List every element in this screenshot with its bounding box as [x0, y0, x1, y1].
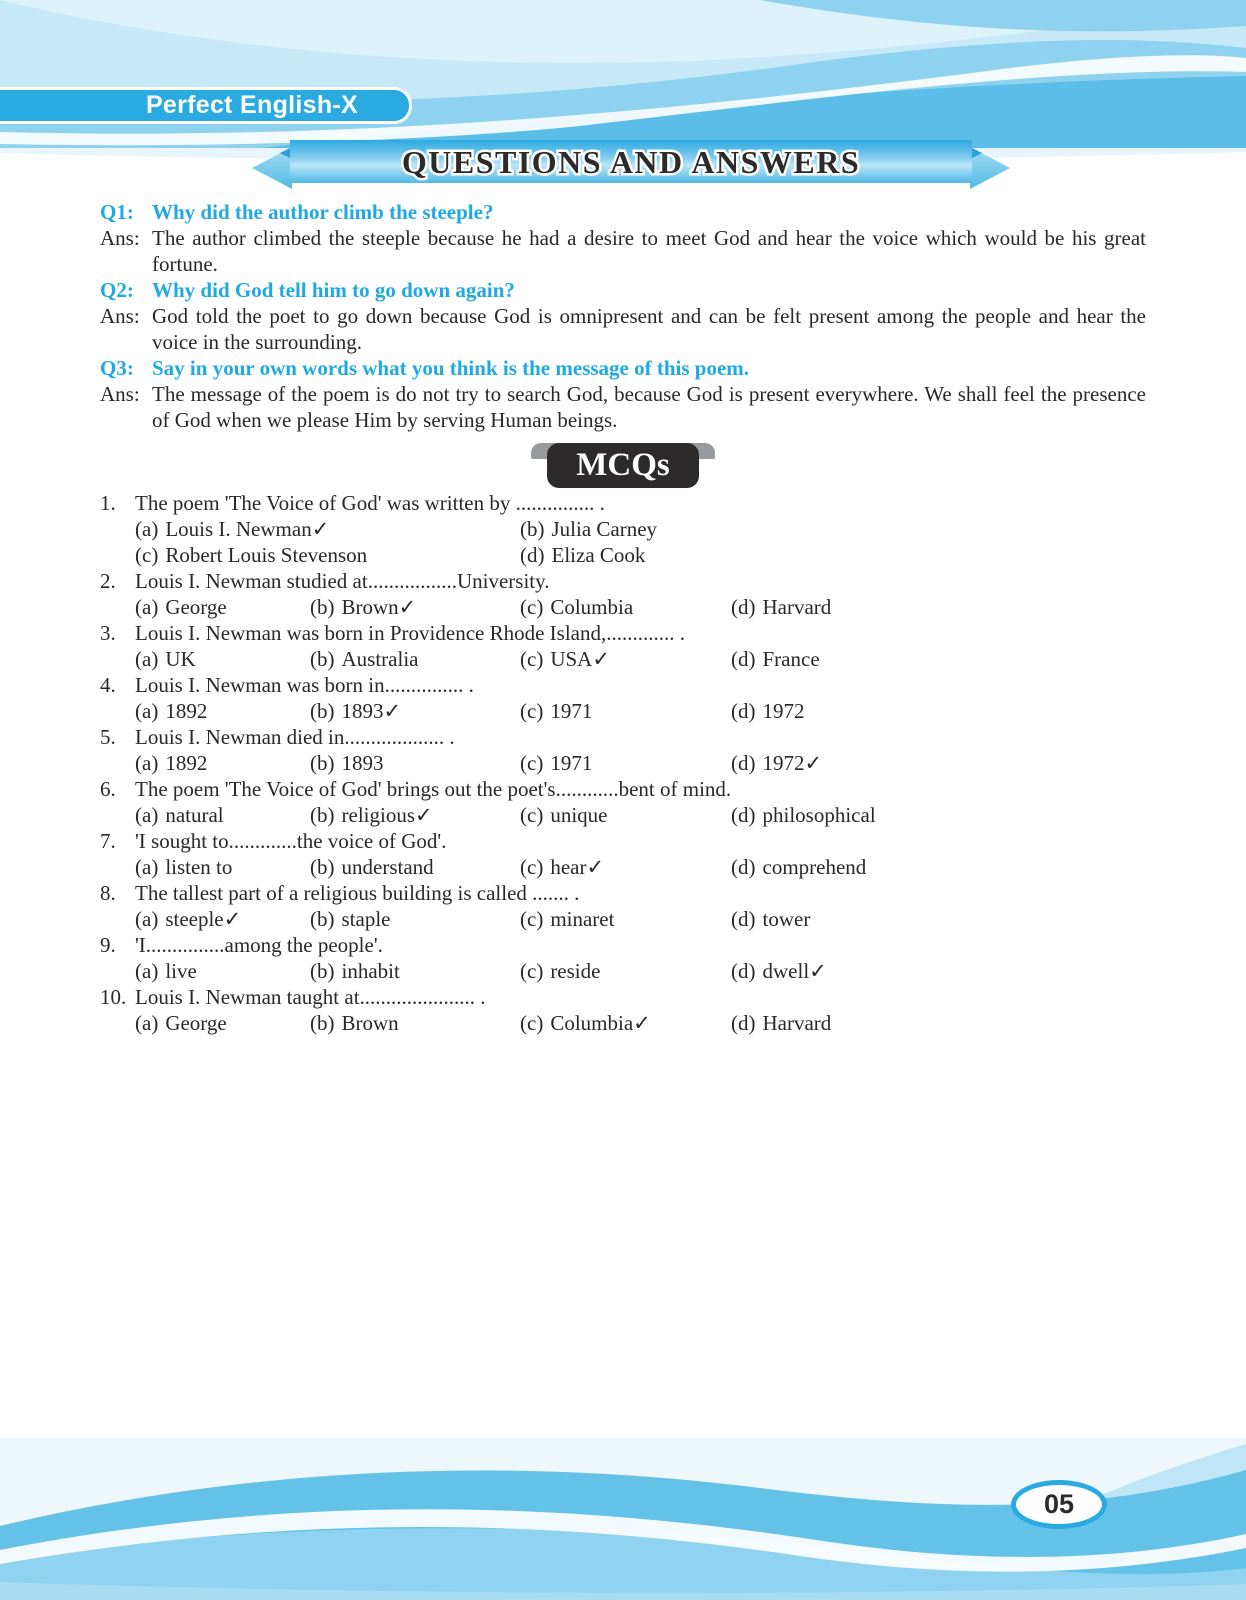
mcq-option: [520, 802, 731, 828]
mcqs-title: MCQs: [547, 443, 699, 488]
option-label: (b): [310, 1011, 335, 1035]
mcq-item: [100, 828, 1146, 880]
mcq-number: 1.: [100, 491, 116, 515]
option-label: (b): [310, 595, 335, 619]
mcq-options: [135, 516, 1146, 568]
option-label: (d): [731, 855, 756, 879]
option-text: Julia Carney: [551, 517, 658, 541]
mcq-options: [135, 1010, 1146, 1036]
option-label: (c): [520, 855, 544, 879]
mcq-option: [135, 906, 310, 932]
option-text: inhabit: [341, 959, 400, 983]
option-text: 1893: [341, 699, 384, 723]
option-label: (c): [520, 1011, 544, 1035]
option-label: (d): [520, 543, 545, 567]
mcq-number: 6.: [100, 777, 116, 801]
option-text: 1972: [762, 751, 805, 775]
option-text: Harvard: [762, 1011, 832, 1035]
mcq-option: [520, 516, 1146, 542]
page-header: [0, 0, 1246, 196]
option-label: (a): [135, 699, 159, 723]
option-text: live: [165, 959, 197, 983]
mcqs-badge: [547, 443, 699, 488]
mcq-item: [100, 724, 1146, 776]
option-text: philosophical: [762, 803, 876, 827]
qa-answer-row: [100, 303, 1146, 355]
mcq-option: [135, 594, 310, 620]
mcq-question-text: 'I sought to.............the voice of God'.: [135, 829, 447, 853]
mcq-option: [135, 542, 520, 568]
question-text: Why did the author climb the steeple?: [152, 200, 494, 224]
option-label: (d): [731, 751, 756, 775]
mcq-option: [520, 854, 731, 880]
option-label: (a): [135, 959, 159, 983]
mcq-option: [310, 698, 520, 724]
question-label: Q3:: [100, 356, 134, 380]
mcq-option: [135, 854, 310, 880]
option-label: (b): [310, 803, 335, 827]
option-text: Brown: [341, 595, 399, 619]
mcq-number: 8.: [100, 881, 116, 905]
page-number-badge: [1011, 1480, 1107, 1529]
option-text: staple: [341, 907, 391, 931]
mcq-question-row: [100, 724, 1146, 750]
option-text: 1893: [341, 751, 384, 775]
qa-answer-row: [100, 381, 1146, 433]
option-label: (a): [135, 517, 159, 541]
option-label: (a): [135, 803, 159, 827]
mcq-option: [520, 750, 731, 776]
answer-label: Ans:: [100, 226, 140, 250]
option-text: tower: [762, 907, 811, 931]
checkmark-icon: ✓: [311, 517, 330, 541]
page-number: 05: [1043, 1489, 1075, 1519]
qa-question-row: [100, 355, 1146, 381]
option-label: (d): [731, 647, 756, 671]
option-text: USA: [550, 647, 593, 671]
question-label: Q2:: [100, 278, 134, 302]
option-text: 1971: [550, 751, 593, 775]
mcq-option: [731, 1010, 1146, 1036]
mcq-question-text: The poem 'The Voice of God' was written by ............... .: [135, 491, 605, 515]
mcq-question-text: Louis I. Newman studied at.................University.: [135, 569, 550, 593]
mcq-option: [310, 958, 520, 984]
answer-text: God told the poet to go down because God is omnipresent and can be felt present among the people and hear the voice in the surrounding.: [152, 304, 1146, 354]
mcq-question-row: [100, 672, 1146, 698]
mcq-options: [135, 750, 1146, 776]
option-text: minaret: [550, 907, 615, 931]
mcq-option: [731, 802, 1146, 828]
mcq-number: 5.: [100, 725, 116, 749]
mcq-option: [310, 906, 520, 932]
mcq-question-row: [100, 620, 1146, 646]
mcq-item: [100, 620, 1146, 672]
option-text: Eliza Cook: [551, 543, 646, 567]
mcq-option: [731, 906, 1146, 932]
checkmark-icon: ✓: [415, 803, 433, 827]
brand-badge: [0, 87, 412, 124]
option-text: listen to: [165, 855, 233, 879]
option-text: comprehend: [762, 855, 867, 879]
mcq-item: [100, 776, 1146, 828]
option-text: Australia: [341, 647, 419, 671]
checkmark-icon: ✓: [804, 751, 823, 775]
mcq-question-text: Louis I. Newman was born in Providence Rhode Island,............. .: [135, 621, 685, 645]
option-text: steeple: [165, 907, 224, 931]
option-label: (c): [135, 543, 159, 567]
mcq-question-row: [100, 984, 1146, 1010]
mcq-options: [135, 802, 1146, 828]
option-text: Harvard: [762, 595, 832, 619]
question-label: Q1:: [100, 200, 134, 224]
mcq-option: [135, 750, 310, 776]
option-label: (c): [520, 803, 544, 827]
mcq-item: [100, 568, 1146, 620]
mcq-number: 4.: [100, 673, 116, 697]
option-text: George: [165, 595, 227, 619]
option-label: (c): [520, 699, 544, 723]
mcq-question-text: Louis I. Newman taught at...................... .: [135, 985, 486, 1009]
mcq-option: [310, 750, 520, 776]
mcq-item: [100, 932, 1146, 984]
mcq-option: [731, 646, 1146, 672]
mcq-number: 7.: [100, 829, 116, 853]
mcq-options: [135, 646, 1146, 672]
option-label: (d): [731, 907, 756, 931]
mcq-number: 10.: [100, 985, 127, 1009]
mcq-item: [100, 880, 1146, 932]
qa-question-row: [100, 277, 1146, 303]
mcq-number: 2.: [100, 569, 116, 593]
mcq-option: [135, 802, 310, 828]
mcq-option: [731, 750, 1146, 776]
mcq-options: [135, 958, 1146, 984]
mcq-option: [310, 646, 520, 672]
option-label: (b): [310, 855, 335, 879]
mcq-options: [135, 594, 1146, 620]
mcq-question-text: The tallest part of a religious building is called ....... .: [135, 881, 580, 905]
answer-text: The message of the poem is do not try to search God, because God is present everywhere. We shall feel the presence of God when we please Him by serving Human beings.: [152, 382, 1146, 432]
mcq-question-row: [100, 932, 1146, 958]
option-label: (b): [310, 907, 335, 931]
mcq-option: [520, 1010, 731, 1036]
answer-label: Ans:: [100, 304, 140, 328]
option-label: (d): [731, 803, 756, 827]
option-label: (b): [310, 959, 335, 983]
mcq-option: [731, 698, 1146, 724]
option-text: reside: [550, 959, 601, 983]
qa-question-row: [100, 199, 1146, 225]
option-text: 1971: [550, 699, 593, 723]
option-text: Columbia: [550, 1011, 634, 1035]
mcq-option: [310, 1010, 520, 1036]
mcq-option: [135, 958, 310, 984]
option-text: Robert Louis Stevenson: [165, 543, 368, 567]
question-text: Why did God tell him to go down again?: [152, 278, 515, 302]
option-label: (b): [310, 647, 335, 671]
mcq-question-row: [100, 776, 1146, 802]
mcq-question-text: Louis I. Newman was born in............... .: [135, 673, 474, 697]
option-text: Brown: [341, 1011, 399, 1035]
checkmark-icon: ✓: [586, 855, 605, 879]
mcq-option: [135, 698, 310, 724]
option-text: 1892: [165, 751, 208, 775]
mcq-option: [135, 646, 310, 672]
mcq-question-text: The poem 'The Voice of God' brings out the poet's............bent of mind.: [135, 777, 732, 801]
mcq-option: [310, 594, 520, 620]
option-label: (c): [520, 959, 544, 983]
answer-text: The author climbed the steeple because he had a desire to meet God and hear the voice which would be his great fortune.: [152, 226, 1146, 276]
mcq-question-row: [100, 490, 1146, 516]
banner-ribbon: [250, 135, 1012, 193]
mcq-option: [520, 542, 1146, 568]
option-label: (a): [135, 595, 159, 619]
mcq-option: [520, 594, 731, 620]
option-text: Louis I. Newman: [165, 517, 312, 541]
mcq-option: [731, 854, 1146, 880]
option-label: (c): [520, 647, 544, 671]
checkmark-icon: ✓: [633, 1011, 651, 1035]
qa-section: [0, 196, 1246, 433]
option-label: (d): [731, 699, 756, 723]
option-text: France: [762, 647, 820, 671]
mcq-option: [310, 854, 520, 880]
mcq-item: [100, 490, 1146, 568]
option-label: (a): [135, 751, 159, 775]
option-label: (a): [135, 1011, 159, 1035]
option-label: (d): [731, 1011, 756, 1035]
option-label: (a): [135, 855, 159, 879]
option-text: hear: [550, 855, 587, 879]
checkmark-icon: ✓: [809, 959, 827, 983]
option-label: (a): [135, 907, 159, 931]
checkmark-icon: ✓: [223, 907, 242, 931]
checkmark-icon: ✓: [383, 699, 402, 723]
mcq-options: [135, 698, 1146, 724]
option-label: (b): [310, 751, 335, 775]
option-text: natural: [165, 803, 224, 827]
option-text: George: [165, 1011, 227, 1035]
mcq-option: [520, 958, 731, 984]
brand-label: Perfect English-X: [145, 91, 359, 119]
mcq-option: [520, 646, 731, 672]
mcq-option: [310, 802, 520, 828]
option-label: (c): [520, 907, 544, 931]
option-label: (b): [310, 699, 335, 723]
mcq-option: [520, 698, 731, 724]
mcq-option: [135, 1010, 310, 1036]
mcq-option: [731, 594, 1146, 620]
option-label: (a): [135, 647, 159, 671]
option-text: Columbia: [550, 595, 634, 619]
mcq-question-text: 'I...............among the people'.: [135, 933, 383, 957]
mcq-question-text: Louis I. Newman died in................... .: [135, 725, 455, 749]
checkmark-icon: ✓: [592, 647, 610, 671]
option-label: (c): [520, 595, 544, 619]
answer-label: Ans:: [100, 382, 140, 406]
option-text: UK: [165, 647, 196, 671]
qa-answer-row: [100, 225, 1146, 277]
mcq-options: [135, 854, 1146, 880]
mcq-question-row: [100, 880, 1146, 906]
mcq-item: [100, 984, 1146, 1036]
option-text: 1892: [165, 699, 208, 723]
mcq-question-row: [100, 568, 1146, 594]
mcq-section: [0, 490, 1246, 1036]
option-text: understand: [341, 855, 434, 879]
option-text: 1972: [762, 699, 805, 723]
option-text: dwell: [762, 959, 810, 983]
mcq-option: [520, 906, 731, 932]
question-text: Say in your own words what you think is the message of this poem.: [152, 356, 750, 380]
mcq-number: 3.: [100, 621, 116, 645]
mcq-option: [135, 516, 520, 542]
mcq-options: [135, 906, 1146, 932]
option-label: (d): [731, 595, 756, 619]
checkmark-icon: ✓: [398, 595, 417, 619]
option-text: religious: [341, 803, 415, 827]
mcq-question-row: [100, 828, 1146, 854]
banner-title: QUESTIONS AND ANSWERS: [401, 144, 861, 180]
mcq-number: 9.: [100, 933, 116, 957]
mcq-item: [100, 672, 1146, 724]
option-label: (c): [520, 751, 544, 775]
option-label: (d): [731, 959, 756, 983]
mcq-option: [731, 958, 1146, 984]
option-label: (b): [520, 517, 545, 541]
option-text: unique: [550, 803, 608, 827]
